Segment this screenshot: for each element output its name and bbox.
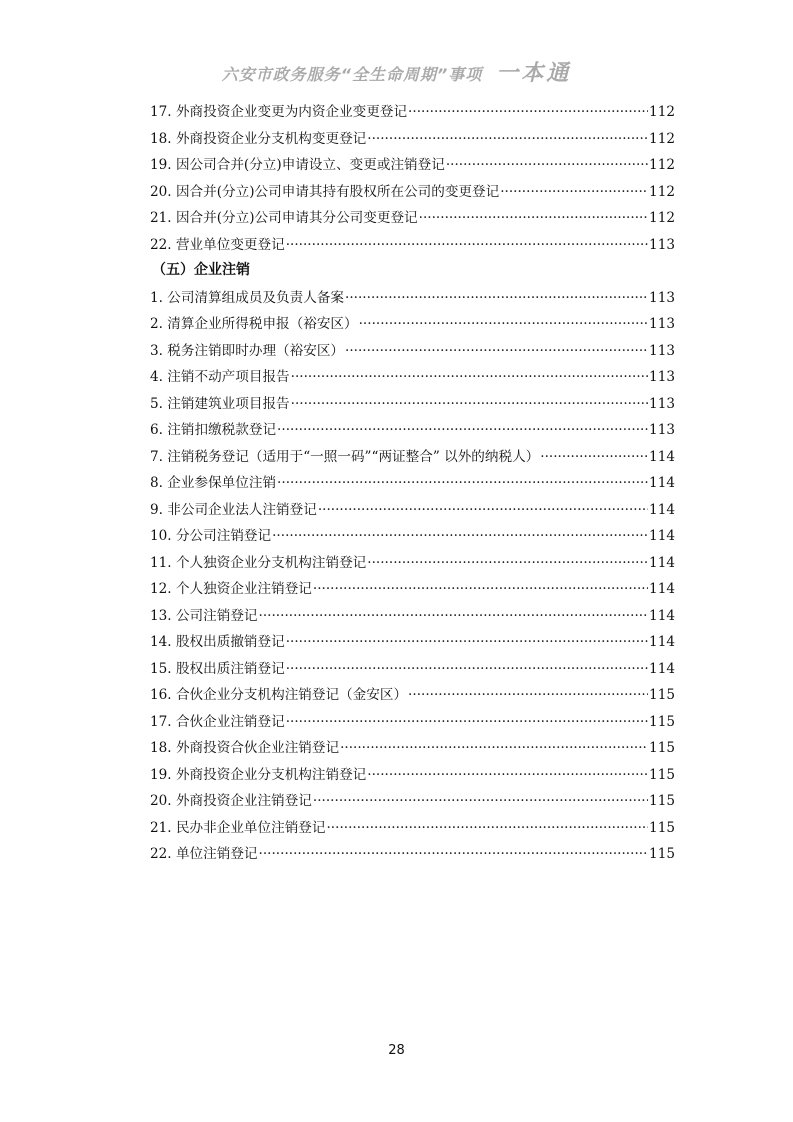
toc-entry[interactable] (150, 471, 675, 498)
toc-entry-page: 115 (649, 687, 675, 703)
toc-entry-title: 5. 注销建筑业项目报告 (150, 395, 290, 412)
toc-entry[interactable] (150, 445, 675, 472)
toc-entry[interactable] (150, 498, 675, 525)
toc-entry[interactable] (150, 710, 675, 737)
toc-entry-page: 115 (649, 819, 675, 836)
toc-entry-title: 2. 清算企业所得税申报（裕安区） (150, 316, 358, 332)
toc-entry-title: 18. 外商投资企业分支机构变更登记 (150, 130, 367, 147)
toc-entry-page: 112 (649, 157, 675, 173)
toc-leader-dots (500, 184, 648, 200)
toc-leader-dots (318, 502, 648, 518)
toc-leader-dots (359, 316, 648, 332)
toc-group-part2 (150, 286, 675, 869)
toc-entry-title: 12. 个人独资企业注销登记 (150, 581, 312, 597)
toc-entry[interactable] (150, 206, 675, 233)
toc-leader-dots (326, 820, 648, 836)
toc-entry[interactable] (150, 524, 675, 551)
toc-entry[interactable] (150, 180, 675, 207)
toc-group-part1 (150, 100, 675, 259)
toc-entry-page: 114 (649, 501, 675, 518)
toc-leader-dots (367, 131, 648, 147)
toc-entry[interactable] (150, 153, 675, 180)
toc-entry-title: 16. 合伙企业分支机构注销登记（金安区） (150, 687, 408, 703)
toc-entry-page: 113 (649, 342, 675, 359)
toc-entry-title: 20. 外商投资企业注销登记 (150, 793, 312, 809)
section-heading: （五）企业注销 (152, 262, 250, 278)
toc-entry-title: 17. 合伙企业注销登记 (150, 713, 285, 730)
toc-entry-title: 1. 公司清算组成员及负责人备案 (150, 289, 345, 306)
toc-entry[interactable] (150, 577, 675, 604)
toc-entry-page: 114 (649, 528, 675, 544)
toc-entry-page: 113 (649, 395, 675, 412)
toc-entry-title: 6. 注销扣缴税款登记 (150, 422, 277, 438)
toc-leader-dots (540, 449, 648, 465)
toc-leader-dots (272, 528, 648, 544)
toc-leader-dots (345, 290, 648, 306)
toc-leader-dots (367, 767, 648, 783)
toc-leader-dots (408, 687, 648, 703)
toc-entry-title: 13. 公司注销登记 (150, 607, 258, 624)
toc-entry[interactable] (150, 736, 675, 763)
toc-leader-dots (291, 396, 648, 412)
toc-entry[interactable] (150, 339, 675, 366)
toc-entry-title: 7. 注销税务登记（适用于“一照一码”“两证整合” 以外的纳税人） (150, 448, 540, 465)
toc-entry[interactable] (150, 100, 675, 127)
toc-leader-dots (259, 846, 649, 862)
toc-entry-page: 115 (649, 766, 675, 783)
toc-entry[interactable] (150, 683, 675, 710)
toc-entry-page: 112 (649, 130, 675, 147)
toc-entry[interactable] (150, 312, 675, 339)
toc-entry-title: 18. 外商投资合伙企业注销登记 (150, 740, 340, 756)
toc-leader-dots (340, 740, 648, 756)
toc-entry[interactable] (150, 392, 675, 419)
toc-entry-title: 17. 外商投资企业变更为内资企业变更登记 (150, 104, 408, 120)
toc-entry-page: 113 (649, 369, 675, 385)
toc-entry-title: 9. 非公司企业法人注销登记 (150, 501, 317, 518)
toc-entry-page: 115 (649, 740, 675, 756)
toc-leader-dots (446, 157, 648, 173)
toc-entry-page: 114 (649, 660, 675, 677)
toc-entry[interactable] (150, 127, 675, 154)
toc-entry[interactable] (150, 789, 675, 816)
toc-entry-page: 114 (649, 448, 675, 465)
toc-entry-page: 114 (649, 554, 675, 571)
toc-entry[interactable] (150, 418, 675, 445)
toc-entry-page: 112 (649, 183, 675, 200)
toc-entry-title: 21. 民办非企业单位注销登记 (150, 819, 326, 836)
toc-entry-page: 113 (649, 236, 675, 253)
table-of-contents (150, 100, 675, 869)
toc-entry-page: 115 (649, 713, 675, 730)
toc-entry-title: 20. 因合并(分立)公司申请其持有股权所在公司的变更登记 (150, 183, 500, 200)
toc-entry-page: 115 (649, 793, 675, 809)
toc-entry-page: 115 (649, 846, 675, 862)
toc-entry-page: 114 (649, 607, 675, 624)
toc-entry[interactable] (150, 630, 675, 657)
toc-entry[interactable] (150, 604, 675, 631)
toc-leader-dots (313, 581, 648, 597)
toc-entry-title: 4. 注销不动产项目报告 (150, 369, 290, 385)
toc-leader-dots (408, 104, 648, 120)
toc-entry[interactable] (150, 286, 675, 313)
toc-entry-page: 112 (649, 210, 675, 226)
toc-entry-title: 19. 因公司合并(分立)申请设立、变更或注销登记 (150, 157, 445, 173)
toc-entry[interactable] (150, 657, 675, 684)
header-tag: 一本通 (496, 61, 572, 86)
toc-entry[interactable] (150, 816, 675, 843)
toc-entry[interactable] (150, 233, 675, 260)
toc-leader-dots (367, 555, 648, 571)
toc-entry-title: 19. 外商投资企业分支机构注销登记 (150, 766, 367, 783)
toc-leader-dots (286, 634, 648, 650)
toc-entry-page: 113 (649, 422, 675, 438)
toc-entry[interactable] (150, 551, 675, 578)
toc-entry[interactable] (150, 763, 675, 790)
toc-entry[interactable] (150, 842, 675, 869)
page-number: 28 (388, 1043, 405, 1058)
toc-leader-dots (419, 210, 648, 226)
toc-leader-dots (345, 343, 648, 359)
toc-entry-title: 21. 因合并(分立)公司申请其分公司变更登记 (150, 210, 418, 226)
toc-entry[interactable] (150, 365, 675, 392)
toc-leader-dots (277, 422, 648, 438)
toc-leader-dots (286, 661, 648, 677)
toc-entry-page: 112 (649, 104, 675, 120)
toc-entry-title: 15. 股权出质注销登记 (150, 660, 285, 677)
toc-entry-title: 14. 股权出质撤销登记 (150, 634, 285, 650)
toc-entry-page: 113 (649, 289, 675, 306)
toc-leader-dots (291, 369, 648, 385)
toc-leader-dots (286, 237, 648, 253)
running-header (0, 56, 793, 87)
toc-entry-page: 114 (649, 581, 675, 597)
toc-entry-title: 8. 企业参保单位注销 (150, 475, 277, 491)
toc-leader-dots (286, 714, 648, 730)
toc-entry-page: 113 (649, 316, 675, 332)
toc-entry-title: 3. 税务注销即时办理（裕安区） (150, 342, 345, 359)
toc-entry-title: 22. 营业单位变更登记 (150, 236, 285, 253)
header-title: 六安市政务服务“全生命周期”事项 (221, 65, 483, 84)
toc-entry-title: 22. 单位注销登记 (150, 846, 258, 862)
toc-leader-dots (277, 475, 648, 491)
toc-entry-title: 10. 分公司注销登记 (150, 528, 272, 544)
toc-entry-page: 114 (649, 634, 675, 650)
toc-leader-dots (313, 793, 648, 809)
toc-leader-dots (259, 608, 649, 624)
toc-entry-title: 11. 个人独资企业分支机构注销登记 (150, 554, 367, 571)
toc-entry-page: 114 (649, 475, 675, 491)
